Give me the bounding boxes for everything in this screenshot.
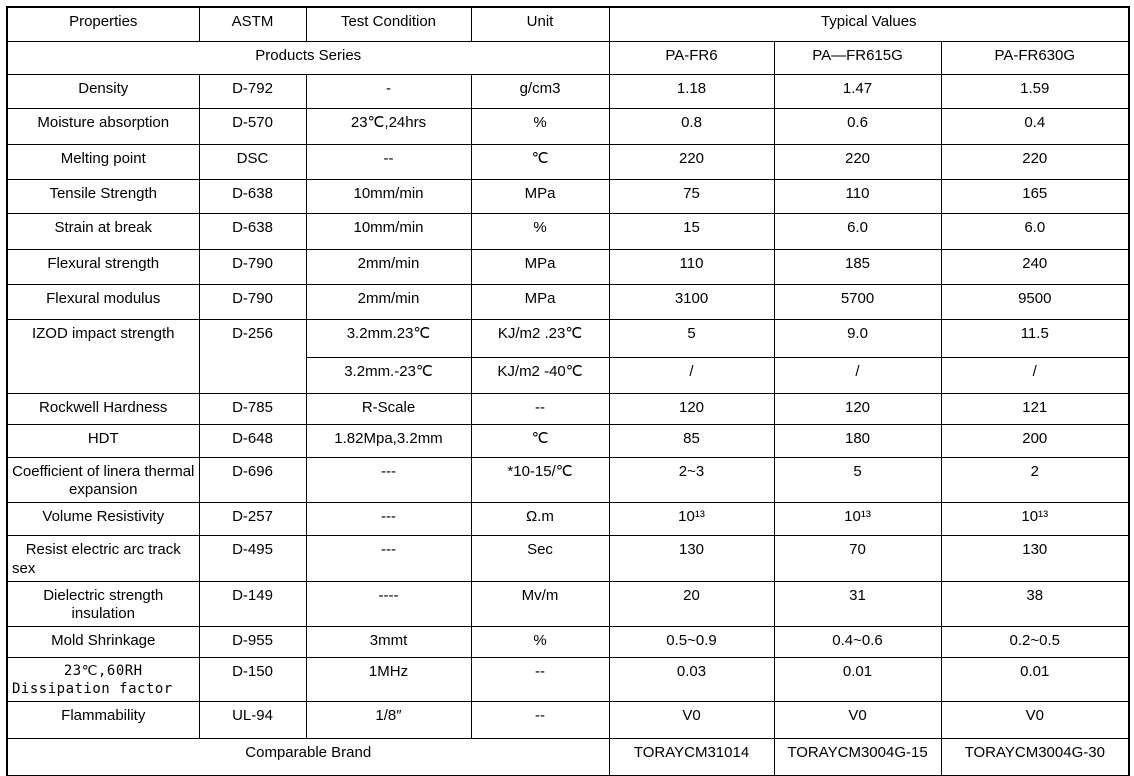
value-cell: 2 bbox=[941, 457, 1129, 503]
unit-cell: MPa bbox=[471, 179, 609, 213]
value-cell: 120 bbox=[774, 393, 941, 424]
property-cell: Mold Shrinkage bbox=[7, 627, 199, 658]
value-cell: V0 bbox=[774, 702, 941, 739]
value-cell: 0.01 bbox=[941, 658, 1129, 702]
value-cell: 85 bbox=[609, 424, 774, 457]
table-row-mold-shrinkage bbox=[7, 627, 1129, 658]
value-cell: 3100 bbox=[609, 284, 774, 319]
property-cell: Tensile Strength bbox=[7, 179, 199, 213]
value-cell: 120 bbox=[609, 393, 774, 424]
col-header-properties: Properties bbox=[7, 7, 199, 41]
brand-cell: TORAYCM3004G-30 bbox=[941, 739, 1129, 776]
value-cell: 220 bbox=[609, 144, 774, 179]
astm-cell: UL-94 bbox=[199, 702, 306, 739]
property-cell: Flammability bbox=[7, 702, 199, 739]
astm-cell: D-790 bbox=[199, 249, 306, 284]
col-header-typical-values: Typical Values bbox=[609, 7, 1129, 41]
products-series-row bbox=[7, 41, 1129, 74]
unit-cell: KJ/m2 -40℃ bbox=[471, 357, 609, 393]
value-cell: 185 bbox=[774, 249, 941, 284]
astm-cell: D-792 bbox=[199, 74, 306, 108]
table-row-arc-resistance bbox=[7, 536, 1129, 582]
value-cell: 75 bbox=[609, 179, 774, 213]
value-cell: 2~3 bbox=[609, 457, 774, 503]
astm-cell: D-790 bbox=[199, 284, 306, 319]
value-cell: 1.18 bbox=[609, 74, 774, 108]
unit-cell: -- bbox=[471, 702, 609, 739]
unit-cell: KJ/m2 .23℃ bbox=[471, 319, 609, 357]
astm-cell: D-495 bbox=[199, 536, 306, 582]
condition-cell: 2mm/min bbox=[306, 249, 471, 284]
comparable-brand-label: Comparable Brand bbox=[7, 739, 609, 776]
table-row-flexural-strength bbox=[7, 249, 1129, 284]
condition-cell: R-Scale bbox=[306, 393, 471, 424]
value-cell: 110 bbox=[609, 249, 774, 284]
value-cell: 10¹³ bbox=[609, 503, 774, 536]
astm-cell: D-256 bbox=[199, 319, 306, 393]
condition-cell: --- bbox=[306, 457, 471, 503]
comparable-brand-row bbox=[7, 739, 1129, 776]
value-cell: 6.0 bbox=[941, 213, 1129, 249]
value-cell: 11.5 bbox=[941, 319, 1129, 357]
brand-cell: TORAYCM31014 bbox=[609, 739, 774, 776]
series-name-pa-fr630g: PA-FR630G bbox=[941, 41, 1129, 74]
value-cell: 110 bbox=[774, 179, 941, 213]
unit-cell: MPa bbox=[471, 284, 609, 319]
header-row bbox=[7, 7, 1129, 41]
products-series-label: Products Series bbox=[7, 41, 609, 74]
condition-cell: 2mm/min bbox=[306, 284, 471, 319]
unit-cell: % bbox=[471, 627, 609, 658]
property-cell: Volume Resistivity bbox=[7, 503, 199, 536]
table-row-thermal-expansion bbox=[7, 457, 1129, 503]
table-row-density bbox=[7, 74, 1129, 108]
unit-cell: ℃ bbox=[471, 424, 609, 457]
condition-cell: 10mm/min bbox=[306, 179, 471, 213]
col-header-astm: ASTM bbox=[199, 7, 306, 41]
table-row-moisture-absorption bbox=[7, 108, 1129, 144]
value-cell: / bbox=[941, 357, 1129, 393]
property-cell: Coefficient of linera thermal expansion bbox=[7, 457, 199, 503]
value-cell: 38 bbox=[941, 581, 1129, 627]
value-cell: 9500 bbox=[941, 284, 1129, 319]
value-cell: 130 bbox=[941, 536, 1129, 582]
series-name-pa-fr6: PA-FR6 bbox=[609, 41, 774, 74]
value-cell: 0.8 bbox=[609, 108, 774, 144]
condition-cell: --- bbox=[306, 503, 471, 536]
unit-cell: Sec bbox=[471, 536, 609, 582]
condition-cell: 23℃,24hrs bbox=[306, 108, 471, 144]
value-cell: 10¹³ bbox=[941, 503, 1129, 536]
astm-cell: D-150 bbox=[199, 658, 306, 702]
value-cell: 5700 bbox=[774, 284, 941, 319]
condition-cell: 1.82Mpa,3.2mm bbox=[306, 424, 471, 457]
table-row-strain-at-break bbox=[7, 213, 1129, 249]
condition-cell: -- bbox=[306, 144, 471, 179]
value-cell: 0.2~0.5 bbox=[941, 627, 1129, 658]
property-cell: 23℃,60RH Dissipation factor bbox=[7, 658, 199, 702]
astm-cell: D-648 bbox=[199, 424, 306, 457]
value-cell: 1.47 bbox=[774, 74, 941, 108]
value-cell: 130 bbox=[609, 536, 774, 582]
astm-cell: D-785 bbox=[199, 393, 306, 424]
value-cell: 0.03 bbox=[609, 658, 774, 702]
value-cell: 240 bbox=[941, 249, 1129, 284]
property-cell: Density bbox=[7, 74, 199, 108]
table-row-dielectric-strength bbox=[7, 581, 1129, 627]
astm-cell: D-149 bbox=[199, 581, 306, 627]
astm-cell: D-955 bbox=[199, 627, 306, 658]
series-name-pa-fr615g: PA—FR615G bbox=[774, 41, 941, 74]
table-row-tensile-strength bbox=[7, 179, 1129, 213]
property-cell: Strain at break bbox=[7, 213, 199, 249]
table-row-hdt bbox=[7, 424, 1129, 457]
value-cell: 6.0 bbox=[774, 213, 941, 249]
property-cell: Melting point bbox=[7, 144, 199, 179]
unit-cell: -- bbox=[471, 393, 609, 424]
value-cell: 0.5~0.9 bbox=[609, 627, 774, 658]
value-cell: 220 bbox=[941, 144, 1129, 179]
property-cell: Dielectric strength insulation bbox=[7, 581, 199, 627]
value-cell: 0.4~0.6 bbox=[774, 627, 941, 658]
value-cell: 220 bbox=[774, 144, 941, 179]
condition-cell: ---- bbox=[306, 581, 471, 627]
table-row-rockwell-hardness bbox=[7, 393, 1129, 424]
condition-cell: 10mm/min bbox=[306, 213, 471, 249]
unit-cell: MPa bbox=[471, 249, 609, 284]
unit-cell: ℃ bbox=[471, 144, 609, 179]
unit-cell: -- bbox=[471, 658, 609, 702]
astm-cell: D-638 bbox=[199, 179, 306, 213]
value-cell: 121 bbox=[941, 393, 1129, 424]
value-cell: 180 bbox=[774, 424, 941, 457]
col-header-test-condition: Test Condition bbox=[306, 7, 471, 41]
property-cell: IZOD impact strength bbox=[7, 319, 199, 393]
table-row-volume-resistivity bbox=[7, 503, 1129, 536]
property-cell: Flexural strength bbox=[7, 249, 199, 284]
astm-cell: D-638 bbox=[199, 213, 306, 249]
unit-cell: Ω.m bbox=[471, 503, 609, 536]
table-row-melting-point bbox=[7, 144, 1129, 179]
value-cell: 15 bbox=[609, 213, 774, 249]
material-spec-table bbox=[6, 6, 1130, 776]
value-cell: / bbox=[774, 357, 941, 393]
value-cell: 165 bbox=[941, 179, 1129, 213]
value-cell: 0.4 bbox=[941, 108, 1129, 144]
astm-cell: D-696 bbox=[199, 457, 306, 503]
unit-cell: % bbox=[471, 213, 609, 249]
condition-cell: 3.2mm.-23℃ bbox=[306, 357, 471, 393]
value-cell: 0.6 bbox=[774, 108, 941, 144]
property-cell: Resist electric arc track sex bbox=[7, 536, 199, 582]
condition-cell: --- bbox=[306, 536, 471, 582]
value-cell: 0.01 bbox=[774, 658, 941, 702]
unit-cell: g/cm3 bbox=[471, 74, 609, 108]
col-header-unit: Unit bbox=[471, 7, 609, 41]
condition-cell: 3mmt bbox=[306, 627, 471, 658]
table-row-dissipation-factor bbox=[7, 658, 1129, 702]
value-cell: 5 bbox=[609, 319, 774, 357]
value-cell: 5 bbox=[774, 457, 941, 503]
table-row-flexural-modulus bbox=[7, 284, 1129, 319]
table-row-izod-23c bbox=[7, 319, 1129, 357]
property-cell: HDT bbox=[7, 424, 199, 457]
condition-cell: - bbox=[306, 74, 471, 108]
unit-cell: *10-15/℃ bbox=[471, 457, 609, 503]
value-cell: 10¹³ bbox=[774, 503, 941, 536]
condition-cell: 1MHz bbox=[306, 658, 471, 702]
value-cell: 20 bbox=[609, 581, 774, 627]
astm-cell: D-257 bbox=[199, 503, 306, 536]
value-cell: 31 bbox=[774, 581, 941, 627]
unit-cell: Mv/m bbox=[471, 581, 609, 627]
brand-cell: TORAYCM3004G-15 bbox=[774, 739, 941, 776]
value-cell: V0 bbox=[941, 702, 1129, 739]
astm-cell: D-570 bbox=[199, 108, 306, 144]
property-cell: Moisture absorption bbox=[7, 108, 199, 144]
condition-cell: 3.2mm.23℃ bbox=[306, 319, 471, 357]
unit-cell: % bbox=[471, 108, 609, 144]
table-row-flammability bbox=[7, 702, 1129, 739]
property-cell: Flexural modulus bbox=[7, 284, 199, 319]
value-cell: 1.59 bbox=[941, 74, 1129, 108]
value-cell: 70 bbox=[774, 536, 941, 582]
value-cell: / bbox=[609, 357, 774, 393]
condition-cell: 1/8″ bbox=[306, 702, 471, 739]
value-cell: V0 bbox=[609, 702, 774, 739]
astm-cell: DSC bbox=[199, 144, 306, 179]
property-cell: Rockwell Hardness bbox=[7, 393, 199, 424]
value-cell: 9.0 bbox=[774, 319, 941, 357]
value-cell: 200 bbox=[941, 424, 1129, 457]
